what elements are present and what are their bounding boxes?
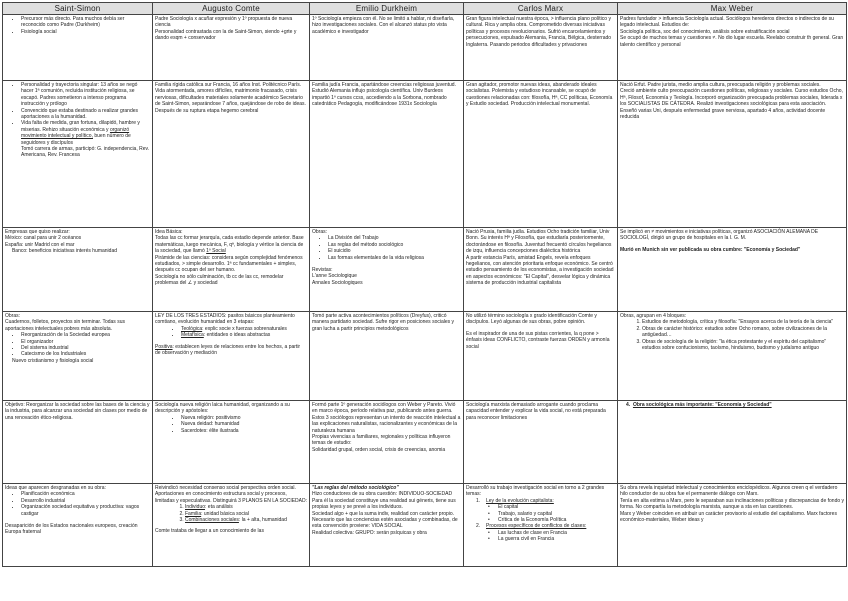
numbered-list xyxy=(620,319,844,351)
cell-text: Gran figura intelectual nuestra época, > influencia plano político y cultural. Rica y amplia obra. Comprometido diversas iniciativas políticas y procesos revolucionarios. Sufrió encarcelamientos y persecuciones, expulsado Alemania, Francia, Bélgica, desterrado Inglaterra. Pasando periodos dificultades y privaciones xyxy=(466,16,612,48)
list-item: 3. Obras de sociología de la religión: "la ética protestante y el espíritu del capitalismo" estudios sobre confucionismo, taoísmo, hinduismo, budismo y judaísmo antiguo xyxy=(642,339,844,352)
table-row xyxy=(3,81,847,228)
cell-text-bold: Murió en Munich sin ver publicada su obra cumbre: "Economía y Sociedad" xyxy=(620,246,801,253)
cell xyxy=(153,401,310,484)
cell-text: Desaparición de los Estados nacionales europeos, creación Europa fraternal xyxy=(5,523,138,536)
cell-text: Nació Erfut. Padre jurista, medio amplia cultura, preocupada religión y problemas sociales. Creció ambiente culto preocupación cuestiones políticas, religiosas y sociales. Curso estudios Ocho, Hª, Filosof, Economía y Teología. Incorporó organización preocupada problemas sociales, liderada x los SOCIALISTAS DE CÁTEDRA. Realizó investigaciones sociológicas para esta asociación. Enseñó varias Uni, después enfermedad grave nerviosa, apartado 4 años, actividad docente reducida xyxy=(620,82,843,121)
cell xyxy=(464,228,618,312)
underlined-text: Metafísica xyxy=(181,332,204,339)
list-item: • Convencido que estaba destinado a realizar grandes aportaciones a la humanidad. xyxy=(21,108,150,121)
cell-text: Obras: Cuadernos, folletos, proyectos sin terminar. Todas sus aportaciones intelectuales pobres más absoluta. xyxy=(5,313,125,332)
cell xyxy=(618,81,847,228)
cell-text: Padres fundador > influencia Sociología actual. Sociólogos herederos directos o indirectos de su legado intelectual. Estudios de: Sociología política, soc del conocimiento, análisis sobre estratificación social Se ocupó de muchos temas y cuestiones ≠. No dio lugar escuela. Reelabo construir th general. Gran talento científico y personal xyxy=(620,16,844,48)
underlined-text: Combinaciones sociales xyxy=(185,517,239,524)
cell-text: Objetivo: Reorganizar la sociedad sobre las bases de la ciencia y la industria, para alcanzar una sociedad sin clases por medio de una renovación ético-religiosa. xyxy=(5,402,150,421)
list-item: • Las formas elementales de la vida religiosa xyxy=(328,255,461,261)
list-item: • Catecismo de los Industriales xyxy=(21,351,150,357)
cell xyxy=(618,401,847,484)
list-item: • Personalidad y trayectoria singular: 13 años se negó hacer 1ª comunión, recluida institución religiosa, se escapó. Padres sometieron a intenso programa instrucción y prólogo xyxy=(21,82,150,108)
comparison-table xyxy=(2,2,847,567)
table-row xyxy=(3,312,847,401)
bullet-list xyxy=(155,415,307,434)
list-marker: • xyxy=(488,504,490,511)
underlined-text: Positiva xyxy=(155,343,173,350)
list-text: : entidades o ideas abstractas xyxy=(203,332,271,339)
header-saint-simon: Saint-Simon xyxy=(3,3,153,15)
cell xyxy=(464,484,618,567)
list-item xyxy=(181,332,307,338)
list-item: • La División del Trabajo xyxy=(328,235,461,241)
list-marker: 1. xyxy=(476,497,481,504)
text: Pirámide de las ciencias: considera según complejidad fenómenos estudiados, > simple desarrollo. 1ª cc fundamentales + simples, después cc ocupan del ser humano. Sociología no sólo culminación, tb cc de las cc, remodelar problemas del ∠ y sociedad xyxy=(155,254,303,287)
cell xyxy=(464,81,618,228)
cell-text: Su obra revela inquietud intelectual y conocimientos enciclopédicos. Algunos creen q el verdadero hilo conductor de su obra fue el permanente diálogo con Marx. Tenía en alta estima a Marx, pero le separaban sus inclinaciones políticas y discrepancias de fondo y forma. No compartía la metodología marxista, aunque a sta en las cuestiones. Marx y Weber coinciden en atribuir un carácter provisorio al estudio del capitalismo. Marx factores económico-materiales, Weber ideas y xyxy=(620,485,844,524)
header-row xyxy=(3,3,847,15)
cell-text: Reivindicó necesidad consenso social perspectiva orden social. Aportaciones en conocimiento estructura social y procesos, limitadas y especulativas. Distinguirá 3 PLANOS EN LA SOCIEDAD: xyxy=(155,485,308,504)
cell xyxy=(310,15,464,81)
cell xyxy=(464,15,618,81)
cell-text: Se implicó en ≠ movimientos e iniciativas políticas, organizó ASOCIACIÓN ALEMANA DE SOCIOLOGÍ, dirigió un grupo de hospitales en la I. G. M. xyxy=(620,229,819,242)
list-marker: • xyxy=(488,536,490,543)
cell xyxy=(310,81,464,228)
cell xyxy=(618,312,847,401)
cell-heading: Obras: xyxy=(312,229,328,235)
bullet-list xyxy=(155,326,307,339)
underlined-text: Teológica xyxy=(181,325,203,332)
cell-text: Formó parte 1º generación sociólogos con Weber y Pareto. Vivió en marco época, período relativa paz, publicando antes guerra. Estos 3 sociólogos representan un intento de reacción intelectual a las explicaciones naturalistas, racionalizantes y económicas de la naturaleza humana Propias vivencias a familiares, regionales y políticas influyeron temas de estudio: Solidaridad grupal, orden social, crisis de creencias, anomia xyxy=(312,402,461,453)
cell xyxy=(618,228,847,312)
bullet-list xyxy=(5,16,150,35)
list-item: • Nueva deidad: humanidad xyxy=(181,421,307,427)
cell-text: Comte trataba de llegar a un conocimiento de las xyxy=(155,528,264,535)
cell xyxy=(3,312,153,401)
cell xyxy=(153,81,310,228)
cell-text: Ideas que aparecen desgranadas en su obra: xyxy=(5,485,106,491)
list-item xyxy=(185,517,307,523)
cell xyxy=(3,401,153,484)
list-text: Procesos específicos de conflictos de clases: xyxy=(486,523,587,530)
list-text: La guerra civil en Francia xyxy=(498,536,555,543)
table-row xyxy=(3,228,847,312)
cell xyxy=(310,484,464,567)
cell-text: Familia rígida católica sur Francia, 16 años Inst. Politécnico París. Vida atormentada, amores difíciles, matrimonio fracasado, crisis nerviosas, dificultades materiales solamente académico Secretario de Saint-Simon, separándose 7 años, quejándose de robo de ideas. Después de su ruptura etapa hegemo cerebral xyxy=(155,82,306,114)
cell-text: No utilizó término sociología x grado identificación Comte y discípulos. Leyó algunas de sus obras, pobre opinión. xyxy=(466,313,597,326)
table-row xyxy=(3,401,847,484)
cell-text: Sociología nueva religión laica humanidad, organizando a su descripción y apóstoles: xyxy=(155,402,290,415)
cell xyxy=(153,228,310,312)
header-durkheim: Emilio Durkheim xyxy=(310,3,464,15)
underlined-text: Familia xyxy=(185,510,202,517)
bullet-list xyxy=(5,491,150,517)
list-text: Crítica de la Economía Política xyxy=(498,517,567,524)
cell-heading: "Las reglas del método sociológico" xyxy=(312,485,399,491)
list-item: • Sacerdotes: élite ilustrada xyxy=(181,428,307,434)
list-text: : explic socie x fuerzas sobrenaturales xyxy=(202,325,287,332)
cell-text: Padre Sociología x acuñar expresión y 1º propuesta de nueva ciencia Personalidad contrastada con la de Saint-Simon, siendo +grte y dando esqm + conservador xyxy=(155,16,297,42)
cell-text: Sociología marxista demasiado arrogante cuando proclama capacidad entender y explicar la vida social, no está preparada para reconocer limitaciones xyxy=(466,402,606,421)
list-marker: • xyxy=(488,517,490,524)
cell xyxy=(3,484,153,567)
list-text: Ley de la evolución capitalista: xyxy=(486,497,554,504)
cell-text: Desarrolló su trabajo investigación social en torno a 2 grandes temas: xyxy=(466,485,605,498)
list-text: Trabajo, salario y capital xyxy=(498,510,553,517)
list-text: : unidad básica social xyxy=(201,510,249,517)
list-container xyxy=(466,498,615,543)
list-item: • Del sistema industrial xyxy=(21,345,150,351)
cell xyxy=(310,312,464,401)
list-item: • El suicidio xyxy=(328,248,461,254)
cell-text: Nuevo cristianismo y fisiología social xyxy=(5,357,94,364)
list-item: • Desarrollo industrial xyxy=(21,498,150,504)
cell-text: Empresas que quiso realizar: México: canal para unir 2 océanos España: unir Madrid con el mar Banco: beneficios iniciativas interés humanidad xyxy=(5,229,118,255)
cell-text-bold: 4. Obra sociológica más importante: "Economía y Sociedad" xyxy=(626,402,772,408)
bullet-list xyxy=(5,332,150,358)
bullet-list xyxy=(312,235,461,261)
list-text: : la + alta, humanidad xyxy=(238,517,287,524)
list-item: • Organización sociedad equitativa y productiva: vagos castigar xyxy=(21,504,150,517)
list-text: buen número de seguidores y discípulos Tomó carrera de armas, participó: G. independencia, Rev. Americana, Rev. Francesa xyxy=(21,133,150,159)
cell xyxy=(464,312,618,401)
underlined-text: organizó movimiento intelectual y político, xyxy=(21,126,130,140)
list-marker: 2. xyxy=(476,523,481,530)
numbered-list xyxy=(155,504,307,523)
list-text: : eta análisis xyxy=(205,504,233,511)
cell xyxy=(618,15,847,81)
cell xyxy=(310,401,464,484)
cell xyxy=(464,401,618,484)
list-item: 2. Obras de carácter histórico: estudios sobre Ocho romano, sobre civilizaciones de la antigüedad… xyxy=(642,326,844,339)
cell-text: Familia judía Francia, apartándose creencias religiosas juventud. Estudió Alemania influjo psicología científica. Univ Burdeos impartió 1º cursos ccss, accediendo a la Sorbona, nombrado catedrático Pedagogía, modificándose 1931x Sociología xyxy=(312,82,456,108)
cell-text: LEY DE LOS TRES ESTADIOS: pasitos básicos planteamiento comtiano, evolución humanidad en 3 etapas: xyxy=(155,313,295,326)
header-marx: Carlos Marx xyxy=(464,3,618,15)
cell xyxy=(153,484,310,567)
list-item: 1. Estudios de metodología, crítica y filosofía: "Ensayos acerca de la teoría de la ciencia" xyxy=(642,319,844,325)
cell-text: 1º Sociología empieza con él. No se limitó a hablar, ni diseñarla, hizo investigaciones sociales. Con el alcanzó status pto vista académico e investigador xyxy=(312,16,455,35)
underlined-text: Individuo xyxy=(185,504,206,511)
cell-text: Revistas: L'anne Sociologique Annales Sociologiques xyxy=(312,267,363,286)
cell-text: Nació Prusia, familia judía. Estudios Ocho tradición familiar, Univ Bonn. Su interés Hª y Filosofía, que estudiaría posteriormente, doctorándose en filosofía. Juventud frecuentó círculos hegelianos de izqu, influencia concepciones dialéctica histórica A partir estancia París, amistad Engels, reveía enfoques hegelianos, con atención prioritaria enfoque económico. Se centró estudio pensamiento de los economistas, a investigación sociedad en aspectos económicos: "El Capital", desvelar lógica y dinámica sistema de producción industrial capitalista xyxy=(466,229,614,287)
list-item: • Reorganización de la Sociedad europea xyxy=(21,332,150,338)
list-item: • El organizador xyxy=(21,339,150,345)
cell xyxy=(3,81,153,228)
list-text: Vida falta de medida, gran fortuna, dilapidó, hambre y miserias. Rehizo situación económica y xyxy=(21,120,140,133)
cell-text xyxy=(155,229,307,287)
list-item: • Nueva religión: positivismo xyxy=(181,415,307,421)
underlined-text: Obra sociológica más importante: "Economía y Sociedad" xyxy=(632,402,772,408)
list-text: Las luchas de clase en Francia xyxy=(498,529,567,536)
cell-text: Tomó parte activa acontecimientos políticos (Dreyfus), criticó manera partidario sociedad. Sufre rigor en posiciones sociales y gran lucha a partir principios metodológicos xyxy=(312,313,455,332)
cell xyxy=(3,15,153,81)
cell xyxy=(153,312,310,401)
text: : establecen leyes de relaciones entre los hechos, a partir de observación y mediación xyxy=(155,343,301,357)
list-item: • Las reglas del método sociológico xyxy=(328,242,461,248)
table-row xyxy=(3,15,847,81)
list-marker: • xyxy=(488,510,490,517)
cell-text: Hizo conductores de su obra cuestión: INDIVIDUO-SOCIEDAD Para él la sociedad constituye una realidad sui géneris, tiene sus propias leyes y se prevé a los individuos. Sociedad algo + que la suma indiv, realidad con carácter propio. Necesario que las conciencias estén asociadas y combinadas, de esta convención proviene: VIDA SOCIAL Realidad colectiva: GRUPO: serán psíquicas y obra xyxy=(312,491,458,536)
list-item: • Fisiología social xyxy=(21,29,150,35)
list-item xyxy=(21,120,150,158)
header-weber: Max Weber xyxy=(618,3,847,15)
list-item: • Precursor más directo. Para muchos debía ser reconocido como Padre (Durkheim) xyxy=(21,16,150,29)
cell-heading: Obras, agrupan en 4 bloques: xyxy=(620,313,687,319)
cell-text xyxy=(155,344,307,357)
list-text: El capital xyxy=(498,504,519,511)
cell-text: Gran agitador, promotor nuevas ideas, abanderado ideales socialistas. Polemista y estudioso incansable, se ocupó de cuestiones relacionadas con: filosofía, Hª, CC políticas, Economía y Estudio sociedad. Producción intelectual monumental. xyxy=(466,82,613,108)
bullet-list xyxy=(5,82,150,159)
underlined-text: 1º Social xyxy=(206,248,226,255)
cell-text: Es el inspirador de una de sus pistas corrientes, la q pone > énfasis ideas CONFLICTO, contraste fuerzas ORDEN y armonía social xyxy=(466,330,610,350)
table-row xyxy=(3,484,847,567)
cell xyxy=(618,484,847,567)
cell xyxy=(3,228,153,312)
header-comte: Augusto Comte xyxy=(153,3,310,15)
cell xyxy=(310,228,464,312)
cell xyxy=(153,15,310,81)
list-item: • Planificación económica xyxy=(21,491,150,497)
list-marker: • xyxy=(488,529,490,536)
list-item xyxy=(466,536,615,542)
text: Idea Básica: Todas las cc formar jerarquía, cada estadio depende anterior. Base matemáticas, luego mecánica, F, qª, biología y vértice la ciencia de la sociedad, que llamó xyxy=(155,229,304,255)
